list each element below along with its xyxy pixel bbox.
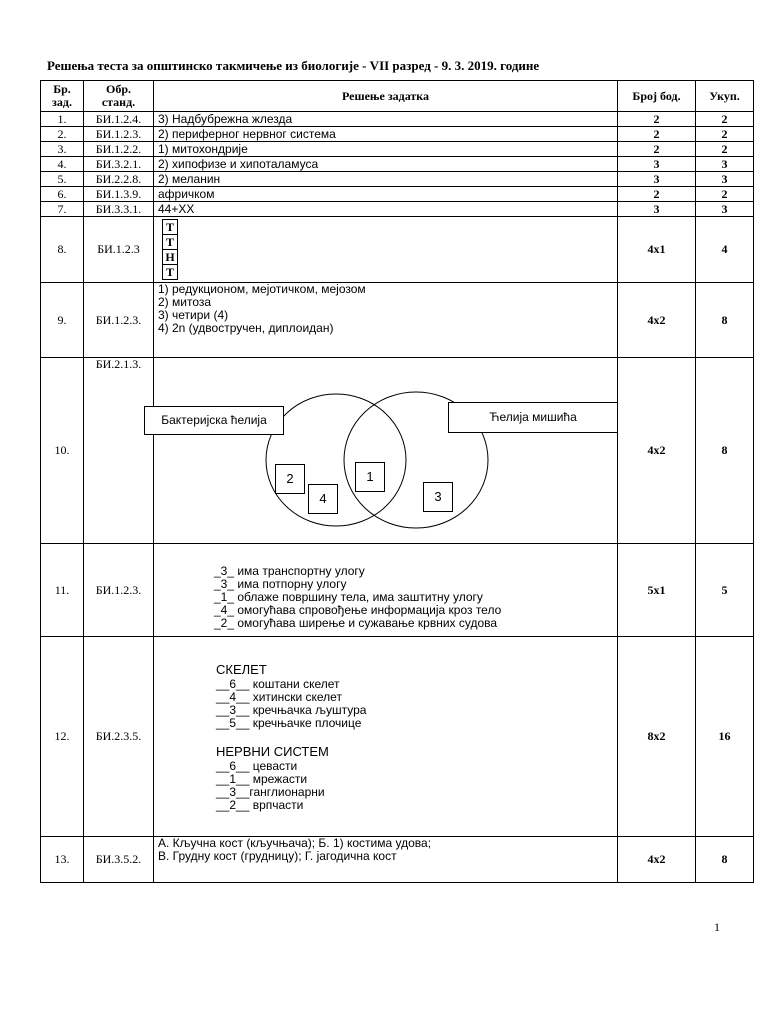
- answer-line: __6__ коштани скелет: [216, 676, 340, 691]
- row-number: 7.: [41, 202, 84, 217]
- answer-line: 3) четири (4): [158, 308, 229, 322]
- row-number: 4.: [41, 157, 84, 172]
- answer-line: _3_ има транспортну улогу: [214, 563, 365, 578]
- row-answer: афричком: [154, 187, 618, 202]
- answer-letter: Т: [163, 265, 178, 280]
- answer-line: __5__ кречњачке плочице: [216, 715, 362, 730]
- answer-letter: Т: [163, 235, 178, 250]
- table-row: [41, 172, 754, 187]
- row-points: 3: [618, 172, 696, 187]
- page-number: 1: [714, 920, 720, 934]
- row-number: 6.: [41, 187, 84, 202]
- table-row: [41, 202, 754, 217]
- answer-line: 4) 2n (удвостручен, диплоидан): [158, 321, 334, 335]
- row-total: 8: [696, 837, 754, 883]
- header-points: Број бод.: [618, 81, 696, 112]
- table-row: [41, 217, 754, 283]
- row-points: 5x1: [618, 544, 696, 637]
- header-row: [41, 81, 754, 112]
- row-answer: [154, 544, 618, 637]
- row-total: 8: [696, 283, 754, 358]
- row-standard: БИ.3.3.1.: [84, 202, 154, 217]
- row-answer: 44+XX: [154, 202, 618, 217]
- row-answer: 3) Надбубрежна жлезда: [154, 112, 618, 127]
- answer-line: А. Кључна кост (кључњача); Б. 1) костима удова;: [158, 836, 432, 850]
- row-total: 3: [696, 157, 754, 172]
- venn-region-2: 2: [275, 464, 305, 494]
- row-total: 5: [696, 544, 754, 637]
- row-answer: 1) митохондрије: [154, 142, 618, 157]
- row-total: 3: [696, 172, 754, 187]
- row-number: 9.: [41, 283, 84, 358]
- page-title: Решења теста за општинско такмичење из биологије - VII разред - 9. 3. 2019. године: [47, 58, 540, 73]
- row-standard: БИ.1.2.3: [84, 217, 154, 283]
- row-points: 2: [618, 142, 696, 157]
- header-solution: Решење задатка: [154, 81, 618, 112]
- header-total: Укуп.: [696, 81, 754, 112]
- answer-line: 2) митоза: [158, 295, 212, 309]
- answer-line: 1) редукционом, мејотичком, мејозом: [158, 282, 366, 296]
- venn-diagram: [154, 358, 617, 543]
- row-total: 4: [696, 217, 754, 283]
- row-answer: 2) хипофизе и хипоталамуса: [154, 157, 618, 172]
- row-standard: БИ.1.2.3.: [84, 283, 154, 358]
- table-row: [41, 283, 754, 358]
- row-answer: [154, 837, 618, 883]
- answer-letter-grid: [162, 219, 178, 280]
- venn-region-1: 1: [355, 462, 385, 492]
- answer-line: __3__ кречњачка љуштура: [216, 702, 367, 717]
- row-points: 4x2: [618, 837, 696, 883]
- row-number: 2.: [41, 127, 84, 142]
- nervous-system-heading: НЕРВНИ СИСТЕМ: [216, 743, 329, 759]
- answer-line: __2__ врпчасти: [216, 797, 304, 812]
- row-total: 16: [696, 637, 754, 837]
- venn-circles: [154, 358, 616, 543]
- row-points: 4x2: [618, 358, 696, 544]
- row-number: 13.: [41, 837, 84, 883]
- answer-line: _2_ омогућава ширење и сужавање крвних судова: [214, 615, 498, 630]
- venn-region-4: 4: [308, 484, 338, 514]
- answer-line: __1__ мрежасти: [216, 771, 308, 786]
- header-number: Бр. зад.: [41, 81, 84, 112]
- row-points: 2: [618, 127, 696, 142]
- row-points: 2: [618, 187, 696, 202]
- table-row: [41, 544, 754, 637]
- venn-left-label: Бактеријска ћелија: [144, 406, 284, 435]
- row-points: 4x1: [618, 217, 696, 283]
- answer-line: _4_ омогућава спровођење информација кроз тело: [214, 602, 502, 617]
- table-row: [41, 358, 754, 544]
- venn-right-label: Ћелија мишића: [448, 402, 618, 433]
- row-standard: БИ.1.2.4.: [84, 112, 154, 127]
- row-standard: БИ.2.2.8.: [84, 172, 154, 187]
- row-total: 2: [696, 187, 754, 202]
- row-total: 2: [696, 112, 754, 127]
- table-row: [41, 112, 754, 127]
- skeleton-heading: СКЕЛЕТ: [216, 661, 267, 677]
- answer-line: В. Грудну кост (грудницу); Г. јагодична кост: [158, 849, 397, 863]
- row-number: 1.: [41, 112, 84, 127]
- row-standard: БИ.2.3.5.: [84, 637, 154, 837]
- row-standard: БИ.1.3.9.: [84, 187, 154, 202]
- answer-line: _1_ облаже површину тела, има заштитну улогу: [214, 589, 483, 604]
- table-row: [41, 637, 754, 837]
- row-standard: БИ.1.2.3.: [84, 544, 154, 637]
- table-row: [41, 157, 754, 172]
- row-answer: 2) меланин: [154, 172, 618, 187]
- answer-line: _3_ има потпорну улогу: [214, 576, 347, 591]
- row-number: 5.: [41, 172, 84, 187]
- table-row: [41, 187, 754, 202]
- row-number: 3.: [41, 142, 84, 157]
- answer-letter: Н: [163, 250, 178, 265]
- table-row: [41, 837, 754, 883]
- row-standard: БИ.1.2.2.: [84, 142, 154, 157]
- row-points: 2: [618, 112, 696, 127]
- row-points: 8x2: [618, 637, 696, 837]
- row-number: 10.: [41, 358, 84, 544]
- answer-line: __6__ цевасти: [216, 758, 298, 773]
- row-total: 3: [696, 202, 754, 217]
- venn-region-3: 3: [423, 482, 453, 512]
- row-number: 11.: [41, 544, 84, 637]
- answer-letter: Т: [163, 220, 178, 235]
- answer-table: [40, 80, 754, 883]
- row-standard: БИ.2.1.3.: [84, 358, 154, 544]
- header-standard: Обр. станд.: [84, 81, 154, 112]
- row-number: 8.: [41, 217, 84, 283]
- row-answer: [154, 283, 618, 358]
- row-points: 4x2: [618, 283, 696, 358]
- row-standard: БИ.3.2.1.: [84, 157, 154, 172]
- row-answer: 2) периферног нервног система: [154, 127, 618, 142]
- row-answer: [154, 637, 618, 837]
- table-row: [41, 142, 754, 157]
- row-number: 12.: [41, 637, 84, 837]
- venn-diagram-cell: [154, 358, 618, 544]
- answer-line: __4__ хитински скелет: [216, 689, 342, 704]
- row-points: 3: [618, 157, 696, 172]
- row-standard: БИ.3.5.2.: [84, 837, 154, 883]
- row-answer: [154, 217, 618, 283]
- answer-line: __3__ганглионарни: [216, 784, 325, 799]
- row-total: 8: [696, 358, 754, 544]
- row-standard: БИ.1.2.3.: [84, 127, 154, 142]
- row-points: 3: [618, 202, 696, 217]
- table-row: [41, 127, 754, 142]
- row-total: 2: [696, 127, 754, 142]
- row-total: 2: [696, 142, 754, 157]
